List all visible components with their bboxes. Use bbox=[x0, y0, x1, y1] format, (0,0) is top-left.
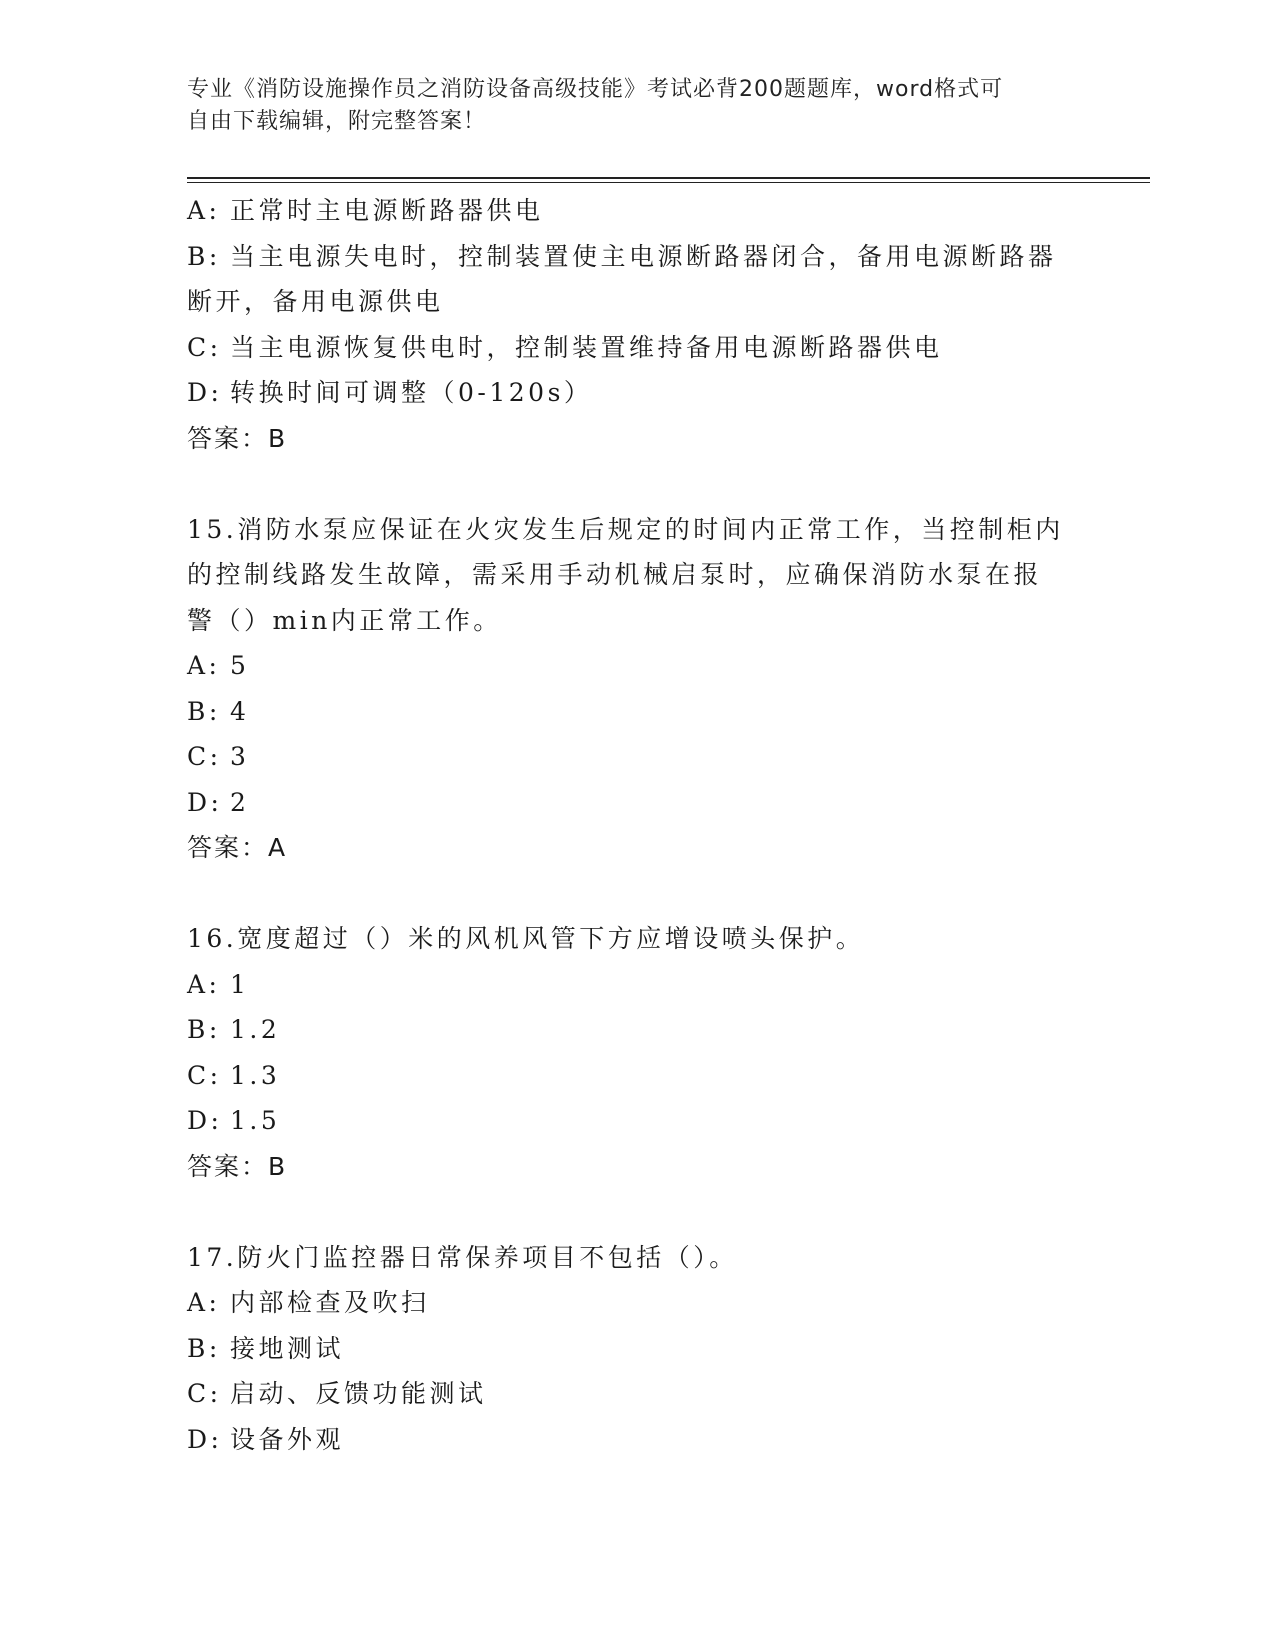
option-d bbox=[187, 370, 1087, 416]
option-a bbox=[187, 1280, 1087, 1326]
question-14-continued bbox=[187, 188, 1087, 461]
option-text: 当主电源失电时，控制装置使主电源断路器闭合，备用电源断路器 bbox=[230, 241, 1057, 271]
option-label: A: bbox=[187, 969, 221, 999]
option-b-continued bbox=[187, 279, 1087, 325]
option-b bbox=[187, 1326, 1087, 1372]
header-title-line-2: 自由下载编辑，附完整答案！ bbox=[187, 109, 487, 134]
option-label: C: bbox=[187, 332, 222, 362]
option-text: 当主电源恢复供电时，控制装置维持备用电源断路器供电 bbox=[230, 332, 943, 362]
option-text: 1.2 bbox=[230, 1015, 281, 1044]
question-stem-line: 16.宽度超过（）米的风机风管下方应增设喷头保护。 bbox=[187, 924, 865, 953]
option-text: 设备外观 bbox=[230, 1424, 345, 1454]
option-label: B: bbox=[187, 1333, 221, 1363]
option-text: 启动、反馈功能测试 bbox=[230, 1379, 487, 1408]
option-text: 1.5 bbox=[230, 1106, 281, 1135]
option-text: 2 bbox=[230, 787, 250, 817]
option-label: D: bbox=[187, 1106, 223, 1135]
option-c bbox=[187, 1053, 1087, 1099]
option-text: 转换时间可调整（0-120s） bbox=[230, 378, 593, 407]
option-text: 5 bbox=[230, 651, 250, 680]
option-a bbox=[187, 643, 1087, 689]
option-b bbox=[187, 689, 1087, 735]
option-d bbox=[187, 1098, 1087, 1144]
option-c bbox=[187, 1371, 1087, 1417]
header-title-line-1: 专业《消防设施操作员之消防设备高级技能》考试必背200题题库，word格式可 bbox=[187, 77, 1004, 102]
option-label: C: bbox=[187, 1379, 222, 1408]
option-text: 3 bbox=[230, 742, 250, 771]
option-label: C: bbox=[187, 742, 222, 771]
answer-line: 答案：B bbox=[187, 1151, 288, 1181]
header-divider bbox=[187, 177, 1150, 179]
answer-line: 答案：A bbox=[187, 833, 288, 862]
option-c bbox=[187, 734, 1087, 780]
question-stem-line: 的控制线路发生故障，需采用手动机械启泵时，应确保消防水泵在报 bbox=[187, 560, 1043, 589]
option-text: 断开，备用电源供电 bbox=[187, 287, 444, 316]
option-label: D: bbox=[187, 1424, 223, 1454]
question-stem-line: 警（）min内正常工作。 bbox=[187, 605, 502, 635]
option-text: 1.3 bbox=[230, 1060, 281, 1090]
question-stem-line: 17.防火门监控器日常保养项目不包括（）。 bbox=[187, 1242, 738, 1272]
question-15 bbox=[187, 507, 1087, 871]
option-label: C: bbox=[187, 1060, 222, 1090]
option-a bbox=[187, 962, 1087, 1008]
option-label: D: bbox=[187, 378, 223, 407]
option-a bbox=[187, 188, 1087, 234]
option-label: B: bbox=[187, 1015, 221, 1044]
option-text: 接地测试 bbox=[230, 1333, 345, 1363]
option-label: D: bbox=[187, 787, 223, 817]
option-label: B: bbox=[187, 241, 221, 271]
spacer bbox=[187, 1189, 1087, 1235]
spacer bbox=[187, 461, 1087, 507]
question-17 bbox=[187, 1235, 1087, 1463]
question-16 bbox=[187, 916, 1087, 1189]
option-b bbox=[187, 234, 1087, 280]
option-text: 内部检查及吹扫 bbox=[230, 1288, 430, 1317]
option-c bbox=[187, 325, 1087, 371]
answer-line: 答案：B bbox=[187, 423, 288, 453]
question-stem-line: 15.消防水泵应保证在火灾发生后规定的时间内正常工作，当控制柜内 bbox=[187, 514, 1064, 544]
option-text: 正常时主电源断路器供电 bbox=[230, 196, 544, 225]
document-header bbox=[187, 74, 1067, 138]
option-d bbox=[187, 780, 1087, 826]
option-label: A: bbox=[187, 651, 221, 680]
spacer bbox=[187, 871, 1087, 917]
option-b bbox=[187, 1007, 1087, 1053]
document-body bbox=[187, 188, 1087, 1462]
header-divider-thin bbox=[187, 182, 1150, 183]
option-label: B: bbox=[187, 696, 221, 726]
option-d bbox=[187, 1417, 1087, 1463]
option-label: A: bbox=[187, 1288, 221, 1317]
option-text: 4 bbox=[230, 696, 250, 726]
option-label: A: bbox=[187, 196, 221, 225]
option-text: 1 bbox=[230, 969, 250, 999]
